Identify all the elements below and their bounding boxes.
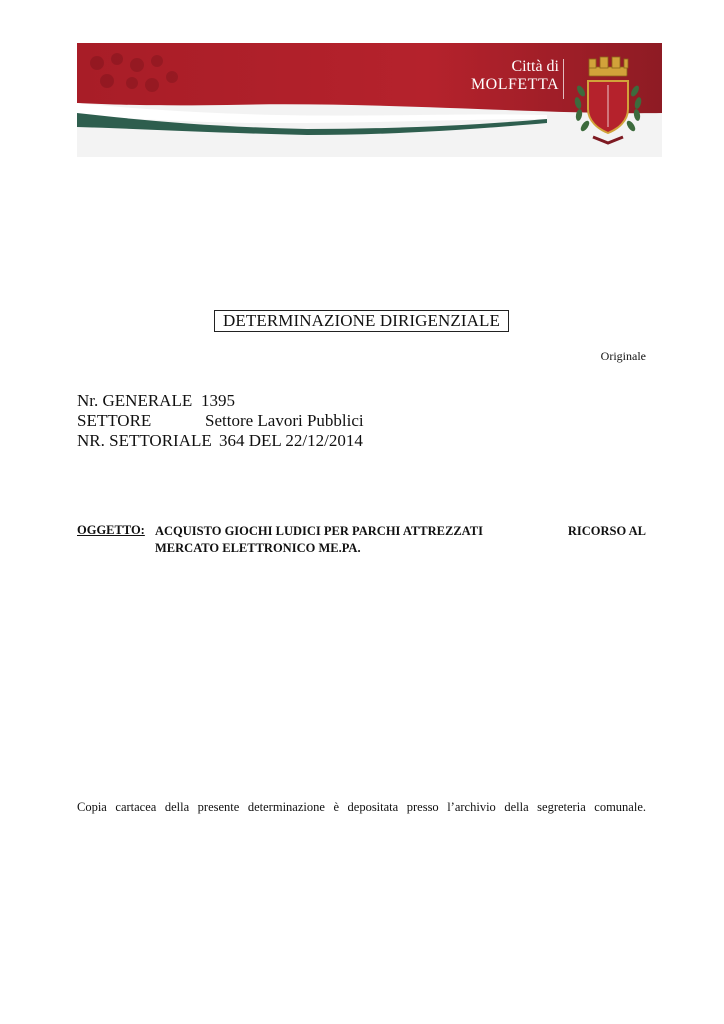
document-title: DETERMINAZIONE DIRIGENZIALE [214, 310, 509, 332]
oggetto-text [155, 523, 646, 557]
archive-note: Copia cartacea della presente determinazione è depositata presso l’archivio della segreteria comunale. [77, 800, 646, 814]
oggetto-line-1 [155, 523, 646, 540]
numero-generale-row [77, 391, 235, 411]
numero-generale-label: Nr. GENERALE [77, 391, 193, 410]
settore-label: SETTORE [77, 411, 152, 430]
numero-settoriale-row [77, 431, 363, 451]
header-banner [77, 43, 662, 157]
oggetto-label: OGGETTO: [77, 523, 145, 537]
oggetto-line-1-right: RICORSO AL [567, 524, 646, 538]
settore-value: Settore Lavori Pubblici [205, 411, 364, 430]
city-name-line2: MOLFETTA [470, 76, 559, 93]
copy-type-label: Originale [600, 349, 646, 363]
oggetto-line-1-left: ACQUISTO GIOCHI LUDICI PER PARCHI ATTREZZATI [155, 524, 483, 538]
numero-settoriale-label: NR. SETTORIALE [77, 431, 212, 450]
city-name-line1: Città di [511, 58, 559, 75]
numero-generale-value: 1395 [201, 391, 235, 410]
settore-row [77, 411, 364, 431]
numero-settoriale-value: 364 DEL 22/12/2014 [219, 431, 363, 450]
city-name [463, 59, 559, 93]
city-crest-icon [563, 51, 653, 151]
oggetto-line-2: MERCATO ELETTRONICO ME.PA. [155, 541, 361, 555]
